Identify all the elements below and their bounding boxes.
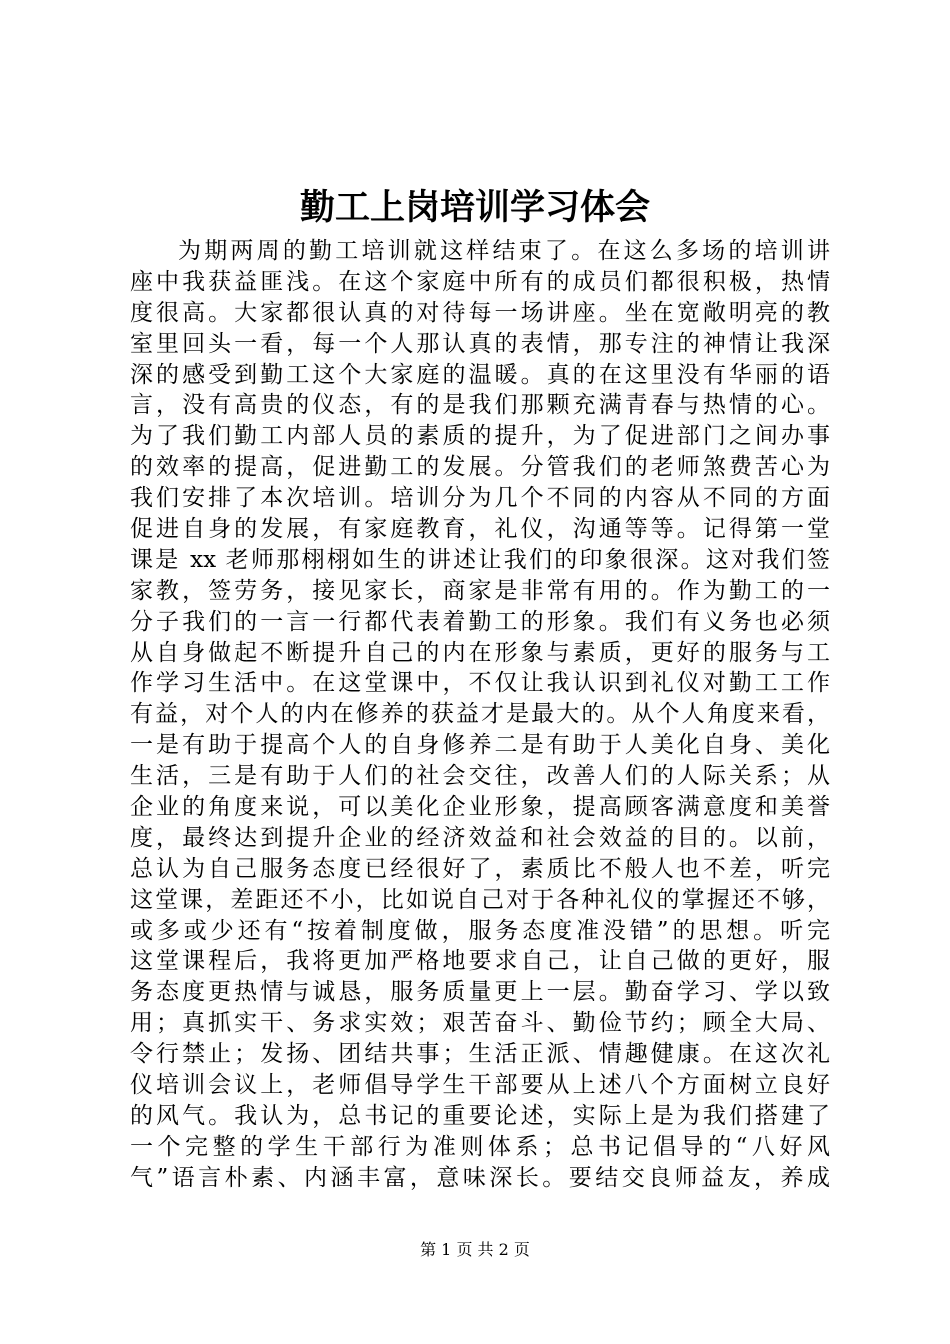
text-line: 座中我获益匪浅。在这个家庭中所有的成员们都很积极，热情 [130,268,830,295]
text-line: 仪培训会议上，老师倡导学生干部要从上述八个方面树立良好 [130,1072,830,1099]
document-title: 勤工上岗培训学习体会 [299,187,650,228]
text-line: 言，没有高贵的仪态，有的是我们那颗充满青春与热情的心。 [130,392,830,419]
text-line: 总认为自己服务态度已经很好了，素质比不般人也不差，听完 [130,855,830,882]
text-line: 度很高。大家都很认真的对待每一场讲座。坐在宽敞明亮的教 [130,299,830,326]
text-line: 生活，三是有助于人们的社会交往，改善人们的人际关系；从 [130,763,830,790]
text-line: 室里回头一看，每一个人那认真的表情，那专注的神情让我深 [130,330,830,357]
text-line: 用；真抓实干、务求实效；艰苦奋斗、勤俭节约；顾全大局、 [130,1010,830,1037]
text-line: 为了我们勤工内部人员的素质的提升，为了促进部门之间办事 [130,423,830,450]
text-line: 作学习生活中。在这堂课中，不仅让我认识到礼仪对勤工工作 [130,670,830,697]
text-line: 课是 xx 老师那栩栩如生的讲述让我们的印象很深。这对我们签 [130,546,830,573]
text-line: 或多或少还有“按着制度做，服务态度准没错”的思想。听完 [130,917,830,944]
text-line: 一个完整的学生干部行为准则体系；总书记倡导的“八好风 [130,1133,830,1160]
page-footer: 第 1 页 共 2 页 [420,1240,530,1259]
text-line: 度，最终达到提升企业的经济效益和社会效益的目的。以前， [130,824,830,851]
text-line: 这堂课程后，我将更加严格地要求自己，让自己做的更好，服 [130,948,830,975]
text-line: 我们安排了本次培训。培训分为几个不同的内容从不同的方面 [130,485,830,512]
text-line: 务态度更热情与诚恳，服务质量更上一层。勤奋学习、学以致 [130,979,830,1006]
text-line: 深的感受到勤工这个大家庭的温暖。真的在这里没有华丽的语 [130,361,830,388]
text-line: 家教，签劳务，接见家长，商家是非常有用的。作为勤工的一 [130,577,830,604]
text-line: 从自身做起不断提升自己的内在形象与素质，更好的服务与工 [130,639,830,666]
text-line: 一是有助于提高个人的自身修养二是有助于人美化自身、美化 [130,732,830,759]
text-line: 分子我们的一言一行都代表着勤工的形象。我们有义务也必须 [130,608,830,635]
text-line: 促进自身的发展，有家庭教育，礼仪，沟通等等。记得第一堂 [130,516,830,543]
body-paragraph [130,236,830,1194]
text-line: 为期两周的勤工培训就这样结束了。在这么多场的培训讲 [178,238,830,264]
text-line: 令行禁止；发扬、团结共事；生活正派、情趣健康。在这次礼 [130,1041,830,1068]
text-line: 的效率的提高，促进勤工的发展。分管我们的老师煞费苦心为 [130,454,830,481]
text-line: 有益，对个人的内在修养的获益才是最大的。从个人角度来看， [130,701,830,728]
text-line: 的风气。我认为，总书记的重要论述，实际上是为我们搭建了 [130,1102,830,1129]
text-line: 企业的角度来说，可以美化企业形象，提高顾客满意度和美誉 [130,794,830,821]
text-line: 这堂课，差距还不小，比如说自己对于各种礼仪的掌握还不够， [130,886,830,913]
text-line: 气”语言朴素、内涵丰富，意味深长。要结交良师益友，养成 [130,1164,830,1191]
